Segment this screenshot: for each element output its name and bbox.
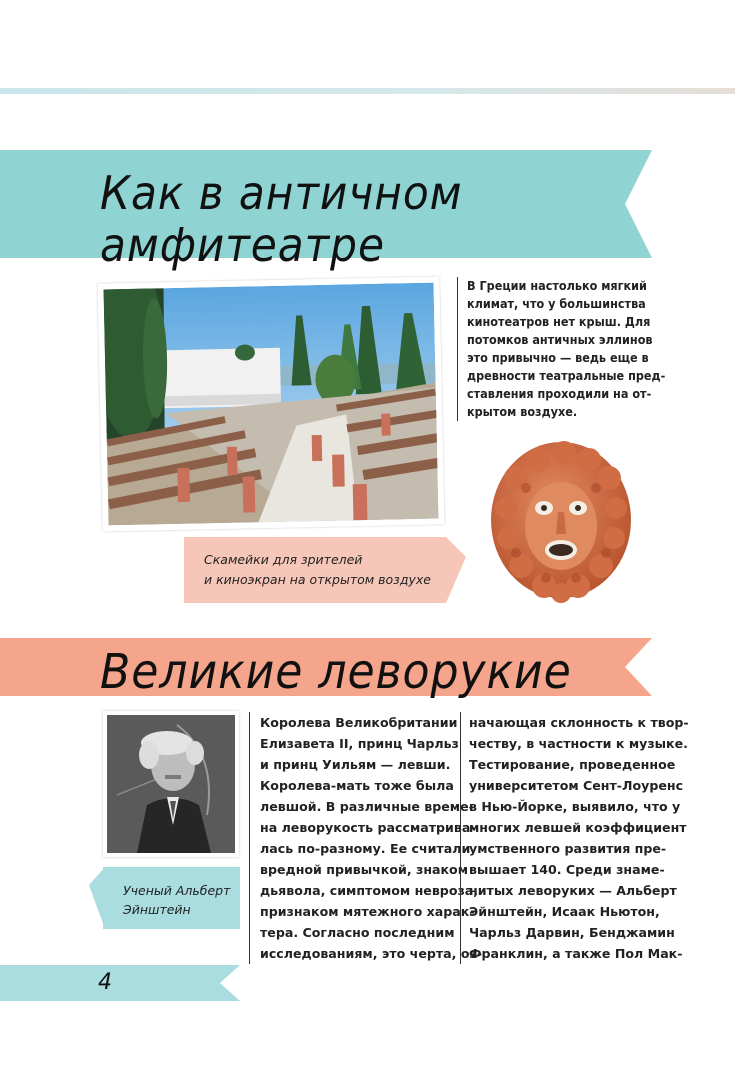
text-line: лась по-разному. Ее считали — [260, 841, 471, 856]
text-line: дьявола, симптомом невроза, — [260, 883, 479, 898]
text-line: Елизавета II, принц Чарльз — [260, 736, 459, 751]
text-line: ставления проходили на от- — [467, 386, 652, 401]
text-line: В Греции настолько мягкий — [467, 278, 647, 293]
caption-line: Скамейки для зрителей — [204, 552, 363, 567]
text-line: кинотеатров нет крыш. Для — [467, 314, 651, 329]
left-handed-column-2 — [460, 712, 689, 964]
page-number-band — [0, 965, 250, 1001]
text-line: Чарльз Дарвин, Бенджамин — [469, 925, 675, 940]
section2-title-ribbon — [0, 638, 735, 700]
section2-title: Великие леворукие — [100, 644, 572, 700]
text-line: Королева-мать тоже была — [260, 778, 454, 793]
text-line: честву, в частности к музыке. — [469, 736, 688, 751]
text-line: Королева Великобритании — [260, 715, 458, 730]
caption-line: и киноэкран на открытом воздухе — [204, 572, 431, 587]
text-line: тера. Согласно последним — [260, 925, 455, 940]
text-line: исследованиям, это черта, оз- — [260, 946, 483, 961]
text-line: нитых леворуких — Альберт — [469, 883, 677, 898]
text-line: левшой. В различные време- — [260, 799, 474, 814]
text-line: крытом воздухе. — [467, 404, 578, 419]
top-divider — [0, 88, 735, 94]
text-line: климат, что у большинства — [467, 296, 646, 311]
text-line: Франклин, а также Пол Мак- — [469, 946, 683, 961]
text-line: в Нью-Йорке, выявило, что у — [469, 799, 681, 814]
text-line: университетом Сент-Лоуренс — [469, 778, 684, 793]
text-line: Эйнштейн, Исаак Ньютон, — [469, 904, 660, 919]
caption-line: Эйнштейн — [123, 902, 191, 917]
caption-tail — [87, 867, 105, 929]
text-line: Тестирование, проведенное — [469, 757, 676, 772]
caption-tail — [446, 537, 472, 603]
text-line: умственного развития пре- — [469, 841, 667, 856]
text-line: многих левшей коэффициент — [469, 820, 687, 835]
left-handed-column-1 — [249, 712, 483, 964]
greece-body-text — [457, 277, 667, 421]
theatre-mask-image — [486, 438, 636, 608]
text-line: потомков античных эллинов — [467, 332, 653, 347]
section1-title-line2: амфитеатре — [100, 218, 385, 272]
einstein-photo-caption — [103, 867, 240, 929]
text-line: признаком мятежного харак- — [260, 904, 475, 919]
caption-line: Ученый Альберт — [123, 883, 231, 898]
einstein-photo — [103, 711, 239, 857]
text-line: вредной привычкой, знаком — [260, 862, 469, 877]
text-line: начающая склонность к твор- — [469, 715, 689, 730]
page-number: 4 — [98, 970, 112, 995]
text-line: и принц Уильям — левши. — [260, 757, 451, 772]
text-line: на леворукость рассматрива- — [260, 820, 476, 835]
section1-title-ribbon — [0, 150, 735, 272]
text-line: вышает 140. Среди знаме- — [469, 862, 665, 877]
amphitheatre-photo — [97, 276, 444, 531]
section1-title-line1: Как в античном — [100, 166, 463, 220]
text-line: древности театральные пред- — [467, 368, 666, 383]
text-line: это привычно — ведь еще в — [467, 350, 649, 365]
amphitheatre-photo-caption — [184, 537, 446, 603]
